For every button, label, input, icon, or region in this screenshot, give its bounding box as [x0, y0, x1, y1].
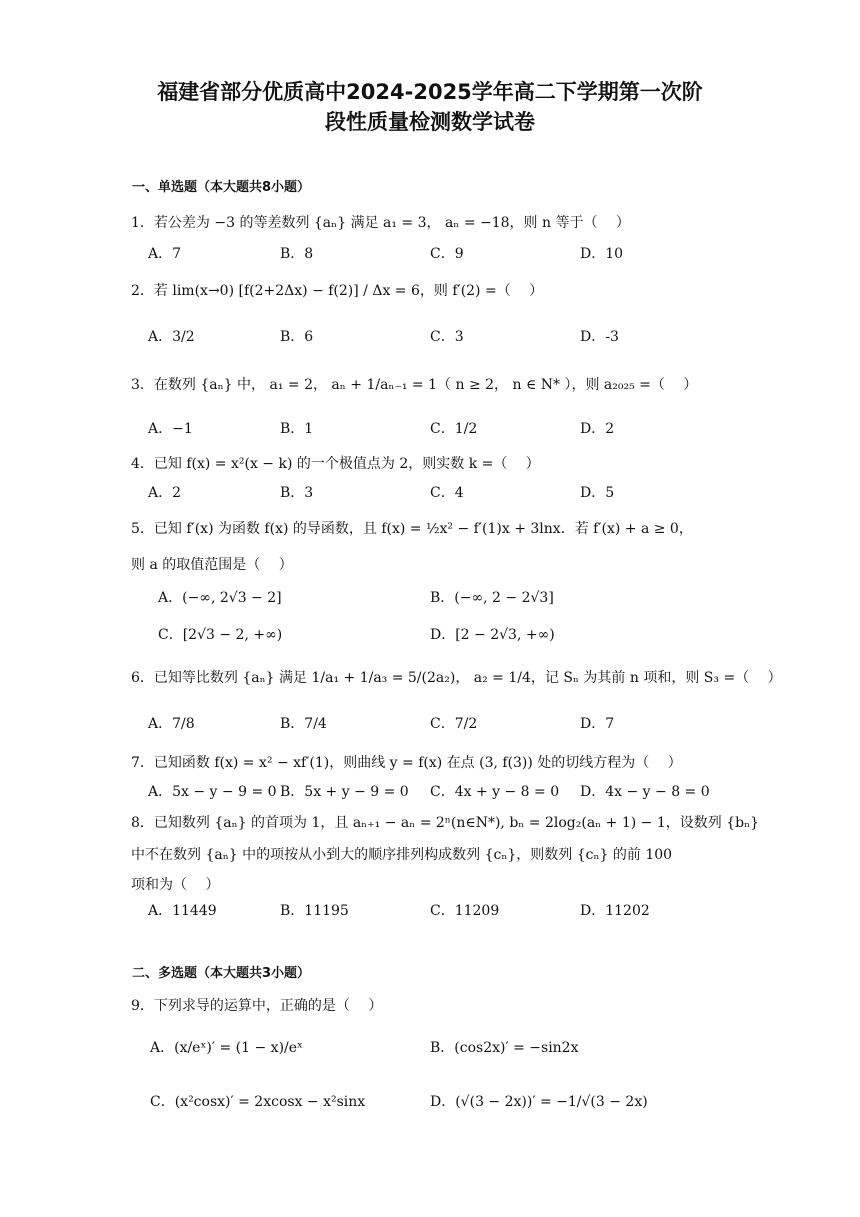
q2-option-a: A．3/2: [148, 329, 195, 345]
question-7: 7．已知函数 f(x) = x² − xf′(1)，则曲线 y = f(x) 在点 (3, f(3)) 处的切线方程为（ ）: [131, 755, 682, 771]
question-8-line2: 中不在数列 {aₙ} 中的项按从小到大的顺序排列构成数列 {cₙ}，则数列 {cₙ} 的前 100: [131, 847, 673, 863]
q8-option-d: D．11202: [580, 903, 650, 919]
q8-option-b: B．11195: [280, 903, 349, 919]
q2-option-c: C．3: [430, 329, 464, 345]
q3-option-c: C．1/2: [430, 421, 478, 437]
q6-option-c: C．7/2: [430, 716, 478, 732]
section-multiple-choice: 二、多选题（本大题共3小题）: [132, 966, 311, 981]
q4-option-d: D．5: [580, 485, 615, 501]
q5-option-b: B．(−∞, 2 − 2√3]: [430, 590, 554, 606]
q9-option-a: A．(x/eˣ)′ = (1 − x)/eˣ: [150, 1040, 303, 1056]
q7-option-d: D．4x − y − 8 = 0: [580, 784, 710, 800]
question-3: 3．在数列 {aₙ} 中， a₁ = 2， aₙ + 1/aₙ₋₁ = 1（ n ≥ 2， n ∈ N* ），则 a₂₀₂₅ =（ ）: [131, 377, 698, 393]
q2-option-b: B．6: [280, 329, 314, 345]
question-2: 2．若 lim(x→0) [f(2+2Δx) − f(2)] / Δx = 6，则 f′(2) =（ ）: [131, 283, 544, 299]
question-6: 6．已知等比数列 {aₙ} 满足 1/a₁ + 1/a₃ = 5/(2a₂)， a₂ = 1/4，记 Sₙ 为其前 n 项和，则 S₃ =（ ）: [131, 670, 782, 686]
q1-option-b: B．8: [280, 246, 314, 262]
q8-option-a: A．11449: [148, 903, 217, 919]
question-5-line1: 5．已知 f′(x) 为函数 f(x) 的导函数，且 f(x) = ½x² − f′(1)x + 3lnx．若 f′(x) + a ≥ 0，: [131, 521, 693, 537]
q6-option-a: A．7/8: [148, 716, 195, 732]
question-5-line2: 则 a 的取值范围是（ ）: [131, 557, 293, 573]
q3-option-d: D．2: [580, 421, 615, 437]
q9-option-c: C．(x²cosx)′ = 2xcosx − x²sinx: [150, 1094, 366, 1110]
q5-option-d: D．[2 − 2√3, +∞): [430, 627, 555, 643]
q7-option-a: A．5x − y − 9 = 0: [148, 784, 277, 800]
q6-option-b: B．7/4: [280, 716, 327, 732]
q3-option-a: A．−1: [148, 421, 193, 437]
q1-option-a: A．7: [148, 246, 182, 262]
q8-option-c: C．11209: [430, 903, 500, 919]
q4-option-c: C．4: [430, 485, 464, 501]
q5-option-a: A．(−∞, 2√3 − 2]: [158, 590, 282, 606]
q5-option-c: C．[2√3 − 2, +∞): [158, 627, 283, 643]
question-4: 4．已知 f(x) = x²(x − k) 的一个极值点为 2，则实数 k =（ ）: [131, 456, 540, 472]
q9-option-b: B．(cos2x)′ = −sin2x: [430, 1040, 579, 1056]
q7-option-c: C．4x + y − 8 = 0: [430, 784, 560, 800]
question-1: 1．若公差为 −3 的等差数列 {aₙ} 满足 a₁ = 3， aₙ = −18，则 n 等于（ ）: [131, 215, 630, 231]
exam-title-line2: 段性质量检测数学试卷: [325, 110, 535, 134]
exam-title-line1: 福建省部分优质高中2024-2025学年高二下学期第一次阶: [157, 80, 703, 104]
q3-option-b: B．1: [280, 421, 314, 437]
question-8-line1: 8．已知数列 {aₙ} 的首项为 1，且 aₙ₊₁ − aₙ = 2ⁿ(n∈N*), bₙ = 2log₂(aₙ + 1) − 1，设数列 {bₙ}: [131, 815, 760, 831]
q4-option-b: B．3: [280, 485, 314, 501]
q1-option-c: C．9: [430, 246, 464, 262]
q2-option-d: D．-3: [580, 329, 619, 345]
question-9: 9．下列求导的运算中，正确的是（ ）: [131, 998, 383, 1014]
q6-option-d: D．7: [580, 716, 615, 732]
q1-option-d: D．10: [580, 246, 624, 262]
q4-option-a: A．2: [148, 485, 182, 501]
question-8-line3: 项和为（ ）: [131, 877, 220, 893]
q9-option-d: D．(√(3 − 2x))′ = −1/√(3 − 2x): [430, 1094, 648, 1110]
q7-option-b: B．5x + y − 9 = 0: [280, 784, 409, 800]
section-single-choice: 一、单选题（本大题共8小题）: [132, 180, 311, 195]
